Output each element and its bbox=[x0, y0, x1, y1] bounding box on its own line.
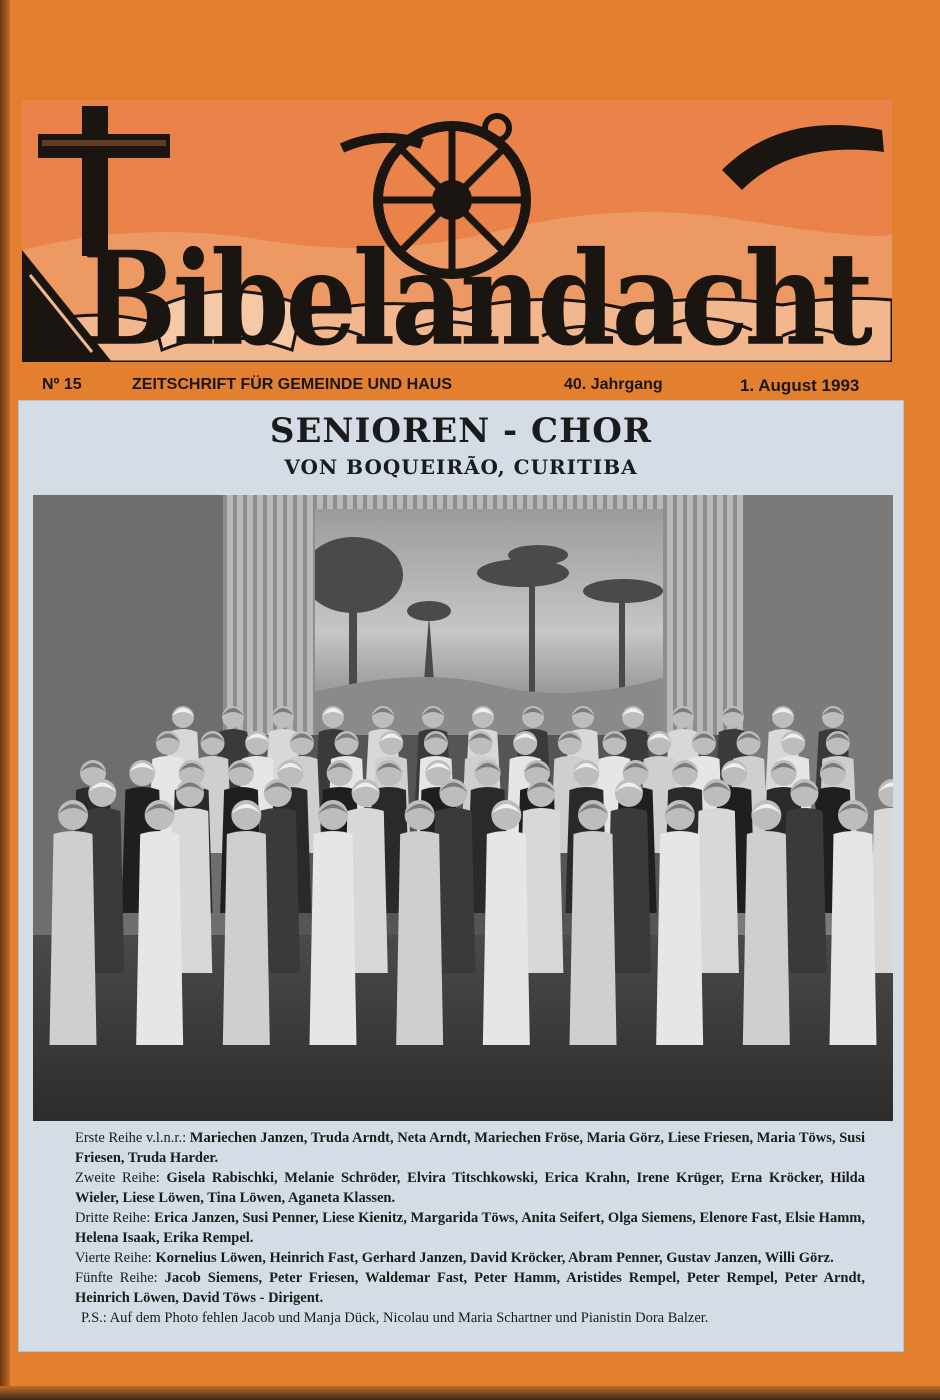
photo-caption bbox=[75, 1128, 865, 1328]
group-photo bbox=[33, 495, 893, 1121]
choir-member-body bbox=[656, 831, 703, 1045]
issue-info-bar bbox=[22, 372, 892, 398]
magazine-subtitle: ZEITSCHRIFT FÜR GEMEINDE UND HAUS bbox=[132, 376, 452, 393]
choir-member-body bbox=[782, 808, 826, 973]
article-title: SENIOREN - CHOR bbox=[269, 411, 653, 451]
choir-member-body bbox=[483, 831, 530, 1045]
choir-member-body bbox=[50, 831, 97, 1045]
caption-row-4: Vierte Reihe: Kornelius Löwen, Heinrich Fast, Gerhard Janzen, David Kröcker, Abram Penner, Gustav Janzen, Willi Görz. bbox=[75, 1250, 834, 1266]
group-photo-image bbox=[33, 495, 893, 1121]
choir-member-body bbox=[570, 831, 617, 1045]
caption-row-1: Erste Reihe v.l.n.r.: Mariechen Janzen, Truda Arndt, Neta Arndt, Mariechen Fröse, Maria Görz, Liese Friesen, Maria Töws, Susi Friesen, Truda Harder. bbox=[75, 1130, 865, 1166]
caption-row-2: Zweite Reihe: Gisela Rabischki, Melanie Schröder, Elvira Titschkowski, Erica Krahn, Irene Krüger, Erna Kröcker, Hilda Wieler, Liese Löwen, Tina Löwen, Aganeta Klassen. bbox=[75, 1170, 865, 1206]
masthead-title: Bibelandacht bbox=[82, 231, 870, 362]
choir-member-body bbox=[830, 831, 877, 1045]
choir-member-body bbox=[223, 831, 270, 1045]
caption-row-3: Dritte Reihe: Erica Janzen, Susi Penner, Liese Kienitz, Margarida Töws, Anita Seifert, Olga Siemens, Elenore Fast, Elsie Hamm, Helena Isaak, Erika Rempel. bbox=[75, 1210, 865, 1246]
issue-date: 1. August 1993 bbox=[740, 376, 860, 395]
caption-postscript: P.S.: Auf dem Photo fehlen Jacob und Manja Dück, Nicolau und Maria Schartner und Pianistin Dora Balzer. bbox=[81, 1310, 709, 1326]
choir-member-body bbox=[743, 831, 790, 1045]
article-subtitle: VON BOQUEIRÃO, CURITIBA bbox=[284, 455, 638, 479]
cover-article-panel bbox=[18, 400, 904, 1352]
page-edge-bottom bbox=[0, 1386, 940, 1400]
choir-member-body bbox=[396, 831, 443, 1045]
caption-row-5: Fünfte Reihe: Jacob Siemens, Peter Friesen, Waldemar Fast, Peter Hamm, Aristides Rempel, Peter Rempel, Peter Arndt, Heinrich Löwen, David Töws - Dirigent. bbox=[75, 1270, 865, 1306]
choir-member-body bbox=[310, 831, 357, 1045]
page-edge bbox=[0, 0, 10, 1400]
volume-label: 40. Jahrgang bbox=[564, 376, 663, 393]
issue-number: Nº 15 bbox=[42, 376, 82, 393]
masthead bbox=[22, 100, 892, 362]
choir-member-body bbox=[136, 831, 183, 1045]
